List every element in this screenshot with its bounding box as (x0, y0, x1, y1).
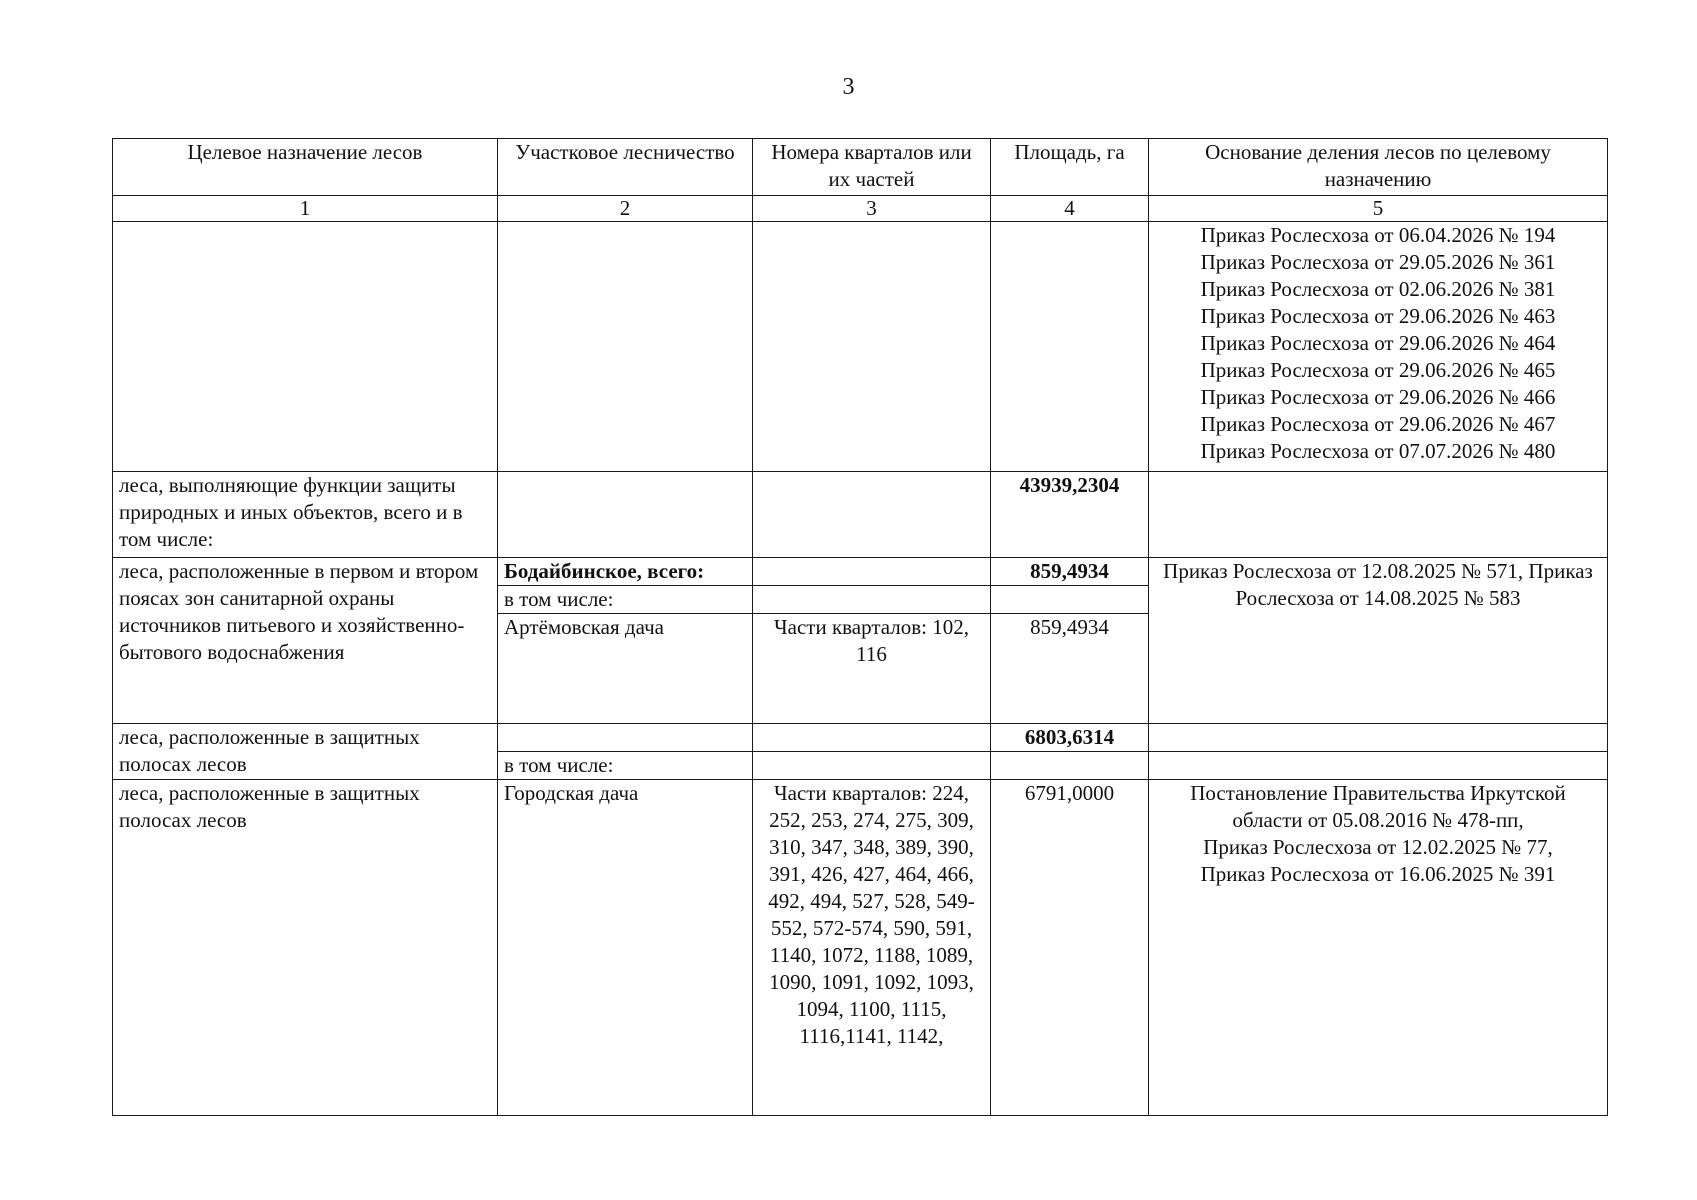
page-number: 3 (842, 74, 855, 100)
purpose-cell: леса, расположенные в первом и втором поясах зон санитарной охраны источников питьевого и хозяйственно-бытового водоснабжения (113, 558, 498, 724)
column-number: 5 (1149, 196, 1608, 222)
area-cell: 6803,6314 (991, 724, 1149, 752)
order-line: Приказ Рослесхоза от 29.06.2026 № 465 (1200, 358, 1556, 382)
header-purpose: Целевое назначение лесов (113, 139, 498, 196)
empty-cell (753, 752, 991, 780)
empty-cell (991, 222, 1149, 472)
including-cell: в том числе: (498, 586, 753, 614)
header-district: Участковое лесничество (498, 139, 753, 196)
empty-cell (498, 222, 753, 472)
empty-cell (753, 586, 991, 614)
column-number: 1 (113, 196, 498, 222)
area-cell: 859,4934 (991, 614, 1149, 724)
basis-cell: Приказ Рослесхоза от 12.08.2025 № 571, Приказ Рослесхоза от 14.08.2025 № 583 (1149, 558, 1608, 724)
order-line: Приказ Рослесхоза от 29.06.2026 № 466 (1200, 385, 1556, 409)
forest-purpose-table (112, 138, 1608, 1116)
district-total-cell: Бодайбинское, всего: (498, 558, 753, 586)
table-row (113, 222, 1608, 472)
quarters-cell: Части кварталов: 102, 116 (753, 614, 991, 724)
empty-cell (1149, 724, 1608, 752)
order-line: Приказ Рослесхоза от 02.06.2026 № 381 (1200, 277, 1556, 301)
purpose-cell: леса, расположенные в защитных полосах лесов (113, 724, 498, 780)
header-area: Площадь, га (991, 139, 1149, 196)
empty-cell (113, 222, 498, 472)
empty-cell (991, 752, 1149, 780)
order-line: Приказ Рослесхоза от 06.04.2026 № 194 (1200, 223, 1556, 247)
column-number: 3 (753, 196, 991, 222)
order-line: Приказ Рослесхоза от 29.06.2026 № 464 (1200, 331, 1556, 355)
empty-cell (1149, 752, 1608, 780)
header-quarters: Номера кварталов или их частей (753, 139, 991, 196)
basis-cell (1149, 780, 1608, 1116)
basis-line: Приказ Рослесхоза от 12.02.2025 № 77, (1203, 835, 1553, 859)
header-basis: Основание деления лесов по целевому назначению (1149, 139, 1608, 196)
column-number: 2 (498, 196, 753, 222)
quarters-cell: Части кварталов: 224, 252, 253, 274, 275, 309, 310, 347, 348, 389, 390, 391, 426, 427, 464, 466, 492, 494, 527, 528, 549-552, 572-574, 590, 591, 1140, 1072, 1188, 1089, 1090, 1091, 1092, 1093, 1094, 1100, 1115, 1116,1141, 1142, (753, 780, 991, 1116)
area-cell: 6791,0000 (991, 780, 1149, 1116)
order-line: Приказ Рослесхоза от 29.06.2026 № 463 (1200, 304, 1556, 328)
column-numbers-row (113, 196, 1608, 222)
empty-cell (753, 222, 991, 472)
continuation-orders-cell (1149, 222, 1608, 472)
basis-line: Приказ Рослесхоза от 16.06.2025 № 391 (1200, 862, 1556, 886)
order-line: Приказ Рослесхоза от 07.07.2026 № 480 (1200, 439, 1556, 463)
empty-cell (753, 724, 991, 752)
empty-cell (753, 472, 991, 558)
header-row (113, 139, 1608, 196)
empty-cell (753, 558, 991, 586)
empty-cell (991, 586, 1149, 614)
purpose-cell: леса, выполняющие функции защиты природных и иных объектов, всего и в том числе: (113, 472, 498, 558)
table-row (113, 472, 1608, 558)
order-line: Приказ Рослесхоза от 29.06.2026 № 467 (1200, 412, 1556, 436)
table-row (113, 558, 1608, 586)
empty-cell (498, 472, 753, 558)
area-cell: 43939,2304 (991, 472, 1149, 558)
table-row (113, 724, 1608, 752)
dacha-cell: Городская дача (498, 780, 753, 1116)
order-line: Приказ Рослесхоза от 29.05.2026 № 361 (1200, 250, 1556, 274)
table-row (113, 780, 1608, 1116)
basis-line: Постановление Правительства Иркутской области от 05.08.2016 № 478-пп, (1190, 781, 1566, 832)
column-number: 4 (991, 196, 1149, 222)
purpose-cell: леса, расположенные в защитных полосах лесов (113, 780, 498, 1116)
including-cell: в том числе: (498, 752, 753, 780)
empty-cell (1149, 472, 1608, 558)
empty-cell (498, 724, 753, 752)
dacha-cell: Артёмовская дача (498, 614, 753, 724)
area-cell: 859,4934 (991, 558, 1149, 586)
